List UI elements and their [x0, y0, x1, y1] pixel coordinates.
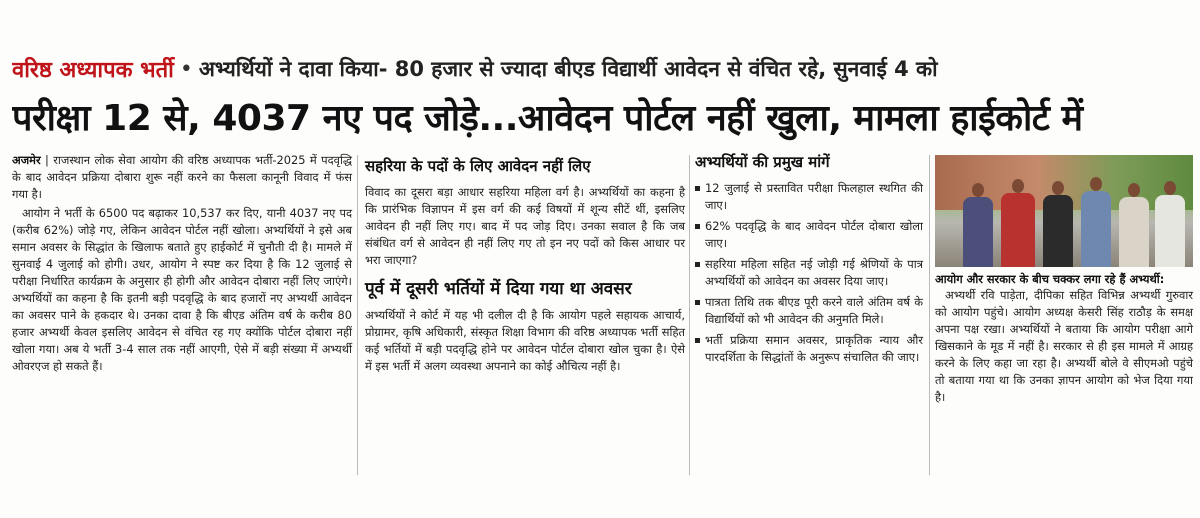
news-photo [935, 155, 1193, 267]
photo-person [1001, 193, 1035, 267]
col2-subheading-1: सहरिया के पदों के लिए आवेदन नहीं लिए [365, 157, 591, 175]
photo-person [1155, 195, 1185, 267]
dateline: अजमेर [12, 153, 41, 167]
col2-paragraph-1: विवाद का दूसरा बड़ा आधार सहरिया महिला वर्ग है। अभ्यर्थियों का कहना है कि प्रारंभिक विज्ञापन में इस वर्ग की कई विषयों में शून्य सीटें थीं, इसलिए आवेदन ही नहीं लिए गए। बाद में पद जोड़ दिए। उनका सवाल है कि जब संबंधित वर्ग से आवेदन ही नहीं लिए गए तो इन नए पदों को किस आधार पर भरा जाएगा? [365, 185, 685, 267]
dateline-divider: | [45, 153, 54, 167]
column-divider [689, 155, 690, 475]
column-4 [935, 155, 1193, 408]
kicker-bullet: • [179, 56, 193, 82]
photo-person [1119, 197, 1149, 267]
photo-caption: अभ्यर्थी रवि पाड़ेता, दीपिका सहित विभिन्न अभ्यर्थी गुरुवार को आयोग पहुंचे। आयोग अध्यक्ष केसरी सिंह राठौड़ के समक्ष अपना पक्ष रखा। अभ्यर्थियों ने बताया कि आयोग परीक्षा आगे खिसकाने के मूड में नहीं है। सरकार से ही इस मामले में आग्रह करने के लिए कहा जा रहा है। अभ्यर्थी बोले वे सीएमओ पहुंचे तो बताया गया था कि उनका ज्ञापन आयोग को भेज दिया गया है। [935, 288, 1193, 404]
list-item: पात्रता तिथि तक बीएड पूरी करने वाले अंतिम वर्ष के विद्यार्थियों को भी आवेदन की अनुमति मिले। [695, 294, 923, 328]
col2-subheading-2: पूर्व में दूसरी भर्तियों में दिया गया था अवसर [365, 279, 632, 299]
column-2 [365, 152, 685, 377]
photo-person [963, 197, 993, 267]
kicker-row [12, 50, 1192, 88]
col1-paragraph-1: राजस्थान लोक सेवा आयोग की वरिष्ठ अध्यापक भर्ती-2025 में पदवृद्धि के बाद आवेदन प्रक्रिया दोबारा शुरू नहीं करने का फैसला कानूनी विवाद में फंस गया है। [12, 153, 352, 201]
list-item: भर्ती प्रक्रिया समान अवसर, प्राकृतिक न्याय और पारदर्शिता के सिद्धांतों के अनुरूप संचालित की जाए। [695, 332, 923, 366]
column-1 [12, 152, 352, 377]
column-divider [357, 155, 358, 475]
column-3 [695, 152, 923, 370]
demands-list [695, 180, 923, 366]
list-item: 62% पदवृद्धि के बाद आवेदन पोर्टल दोबारा खोला जाए। [695, 218, 923, 252]
photo-person [1081, 191, 1111, 267]
list-item: सहरिया महिला सहित नई जोड़ी गई श्रेणियों के पात्र अभ्यर्थियों को आवेदन का अवसर दिया जाए। [695, 256, 923, 290]
main-headline: परीक्षा 12 से, 4037 नए पद जोड़े...आवेदन पोर्टल नहीं खुला, मामला हाईकोर्ट में [12, 98, 1083, 139]
sub-headline: अभ्यर्थियों ने दावा किया- 80 हजार से ज्यादा बीएड विद्यार्थी आवेदन से वंचित रहे, सुनवाई 4 को [198, 57, 938, 81]
list-item: 12 जुलाई से प्रस्तावित परीक्षा फिलहाल स्थगित की जाए। [695, 180, 923, 214]
photo-person [1043, 195, 1073, 267]
col1-paragraph-2: आयोग ने भर्ती के 6500 पद बढ़ाकर 10,537 कर दिए, यानी 4037 नए पद (करीब 62%) जोड़े गए, लेकिन आवेदन पोर्टल नहीं खोला। अभ्यर्थियों ने इसे अब समान अवसर के सिद्धांत के खिलाफ बताते हुए हाईकोर्ट में चुनौती दी है। मामले में सुनवाई 4 जुलाई को होगी। उधर, आयोग ने स्पष्ट कर दिया है कि 12 जुलाई से परीक्षा निर्धारित कार्यक्रम के अनुसार ही होगी और आवेदन दोबारा नहीं लिए जाएंगे। अभ्यर्थियों का कहना है कि इतनी बड़ी पदवृद्धि के बाद हजारों नए अभ्यर्थी आवेदन का अवसर पाने के हकदार थे। उनका दावा है कि बीएड अंतिम वर्ष के करीब 80 हजार अभ्यर्थी केवल इसलिए आवेदन से वंचित रह गए क्योंकि पोर्टल दोबारा नहीं खोला गया। अब ये भर्ती 3-4 साल तक नहीं आएगी, ऐसे में बड़ी संख्या में अभ्यर्थी ओवरएज हो सकते हैं। [12, 206, 352, 373]
demands-heading: अभ्यर्थियों की प्रमुख मांगें [695, 153, 830, 171]
column-divider [929, 155, 930, 475]
col1-intro [12, 152, 352, 203]
col2-paragraph-2: अभ्यर्थियों ने कोर्ट में यह भी दलील दी है कि आयोग पहले सहायक आचार्य, प्रोग्रामर, कृषि अधिकारी, संस्कृत शिक्षा विभाग की वरिष्ठ अध्यापक भर्ती सहित कई भर्तियों में बड़ी पदवृद्धि होने पर आवेदन पोर्टल दोबारा खोल चुका है। ऐसे में इस भर्ती में अलग व्यवस्था अपनाने का कोई औचित्य नहीं है। [365, 308, 685, 373]
photo-caption-heading: आयोग और सरकार के बीच चक्कर लगा रहे हैं अभ्यर्थी: [935, 272, 1165, 286]
kicker-label: वरिष्ठ अध्यापक भर्ती [12, 58, 174, 83]
